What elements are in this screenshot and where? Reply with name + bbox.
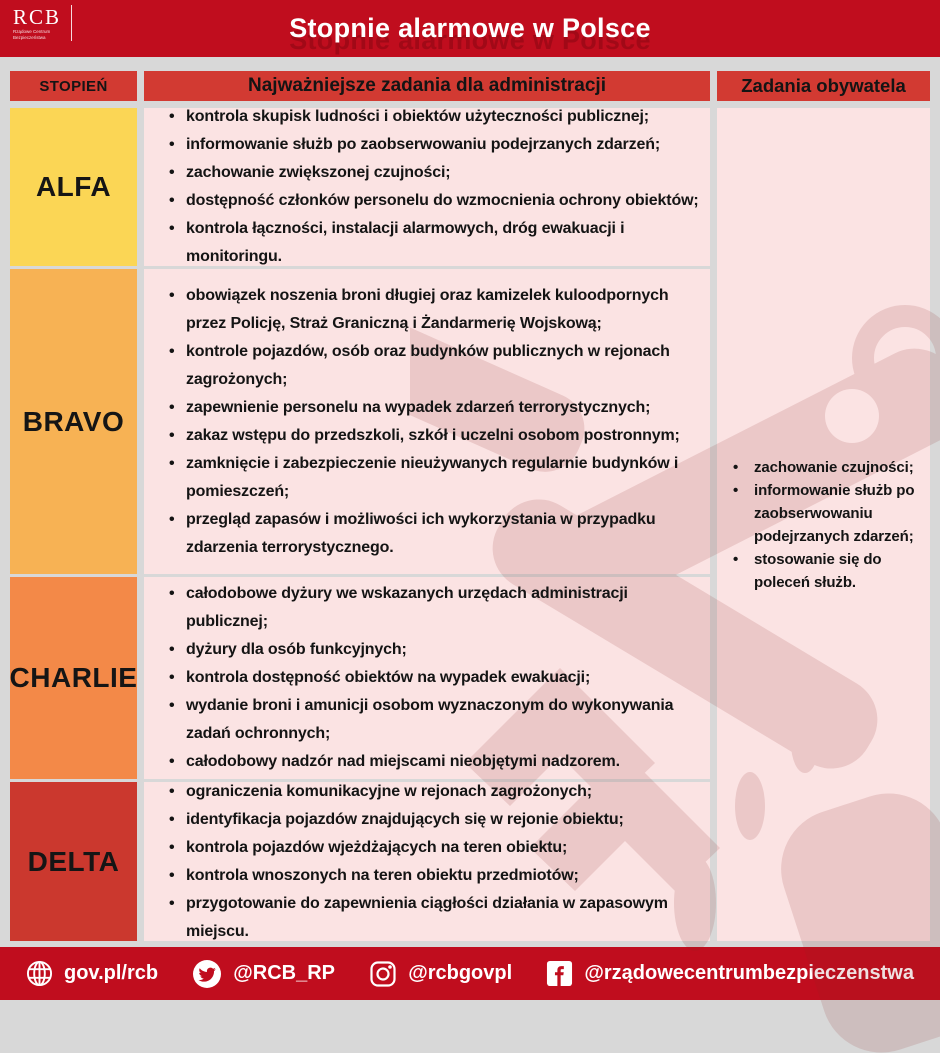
task-item: • zamknięcie i zabezpieczenie nieużywanych regularnie budynków i pomieszczeń; [169,450,704,506]
page-title: Stopnie alarmowe w Polsce [289,13,651,43]
task-item: • kontrola pojazdów wjeżdżających na teren obiektu; [169,834,704,862]
task-item: • dostępność członków personelu do wzmocnienia ochrony obiektów; [169,187,704,215]
social-link-facebook[interactable] [546,960,914,987]
table-body [10,108,930,941]
task-item: • kontrola łączności, instalacji alarmowych, dróg ewakuacji i monitoringu. [169,215,704,271]
task-item: • zachowanie czujności; [733,456,922,479]
admin-tasks-list-alfa [144,99,710,275]
twitter-icon [192,959,222,989]
level-label-alfa: ALFA [35,171,112,202]
social-handle: @RCB_RP [233,962,336,984]
admin-tasks-cell-delta [144,782,710,941]
task-item: • kontrole pojazdów, osób oraz budynków publicznych w rejonach zagrożonych; [169,338,704,394]
task-item: • dyżury dla osób funkcyjnych; [169,636,704,664]
level-cell-alfa [10,108,137,266]
level-cell-delta [10,782,137,941]
admin-tasks-cell-bravo [144,269,710,574]
task-item: • wydanie broni i amunicji osobom wyznaczonym do wykonywania zadań ochronnych; [169,692,704,748]
admin-tasks-cell-charlie [144,577,710,779]
social-link-twitter[interactable] [192,959,335,989]
table-header-row [10,71,930,101]
task-item: • zakaz wstępu do przedszkoli, szkół i uczelni osobom postronnym; [169,422,704,450]
column-header-level: STOPIEŃ [10,71,137,101]
social-handle: @rządowecentrumbezpieczenstwa [584,962,914,984]
task-item: • całodobowe dyżury we wskazanych urzędach administracji publicznej; [169,580,704,636]
instagram-icon [369,960,397,988]
level-cell-charlie [10,577,137,779]
level-label-bravo: BRAVO [22,405,125,437]
task-item: • kontrola dostępność obiektów na wypadek ewakuacji; [169,664,704,692]
task-item: • całodobowy nadzór nad miejscami nieobjętymi nadzorem. [169,748,704,776]
level-label-delta: DELTA [27,845,120,877]
citizen-tasks-cell [717,108,930,941]
level-label-charlie: CHARLIE [9,662,138,693]
task-item: • obowiązek noszenia broni długiej oraz kamizelek kuloodpornych przez Policję, Straż Graniczną i Żandarmerię Wojskową; [169,282,704,338]
level-cell-bravo [10,269,137,574]
admin-tasks-list-bravo [144,278,710,566]
rcb-logo-acronym: RCB [13,5,62,29]
column-header-citizen-tasks: Zadania obywatela [717,71,930,101]
alert-levels-table [10,71,930,941]
social-handle: @rcbgovpl [408,962,513,984]
rcb-logo [10,5,72,41]
task-item: • przygotowanie do zapewnienia ciągłości działania w zapasowym miejscu. [169,890,704,946]
task-item: • identyfikacja pojazdów znajdujących się w rejonie obiektu; [169,806,704,834]
rcb-logo-subtitle-1: Rządowe Centrum [13,29,51,35]
column-header-admin-tasks: Najważniejsze zadania dla administracji [144,71,710,101]
social-handle: gov.pl/rcb [64,962,159,984]
task-item: • ograniczenia komunikacyjne w rejonach zagrożonych; [169,778,704,806]
social-link-instagram[interactable] [369,960,512,988]
rcb-logo-subtitle-2: Bezpieczeństwa [13,34,46,40]
footer-bar [0,947,940,1000]
task-item: • stosowanie się do poleceń służb. [733,548,922,594]
globe-icon [26,960,53,987]
task-item: • kontrola skupisk ludności i obiektów użyteczności publicznej; [169,103,704,131]
admin-tasks-cell-alfa [144,108,710,266]
admin-tasks-list-delta [144,774,710,950]
task-item: • informowanie służb po zaobserwowaniu podejrzanych zdarzeń; [169,131,704,159]
citizen-tasks-list [717,452,930,598]
task-item: • informowanie służb po zaobserwowaniu podejrzanych zdarzeń; [733,479,922,548]
task-item: • przegląd zapasów i możliwości ich wykorzystania w przypadku zdarzenia terrorystycznego. [169,506,704,562]
task-item: • zapewnienie personelu na wypadek zdarzeń terrorystycznych; [169,394,704,422]
top-bar [0,0,940,57]
task-item: • kontrola wnoszonych na teren obiektu przedmiotów; [169,862,704,890]
admin-tasks-list-charlie [144,576,710,780]
social-link-govpl[interactable] [26,960,158,987]
facebook-icon [546,960,573,987]
task-item: • zachowanie zwiększonej czujności; [169,159,704,187]
